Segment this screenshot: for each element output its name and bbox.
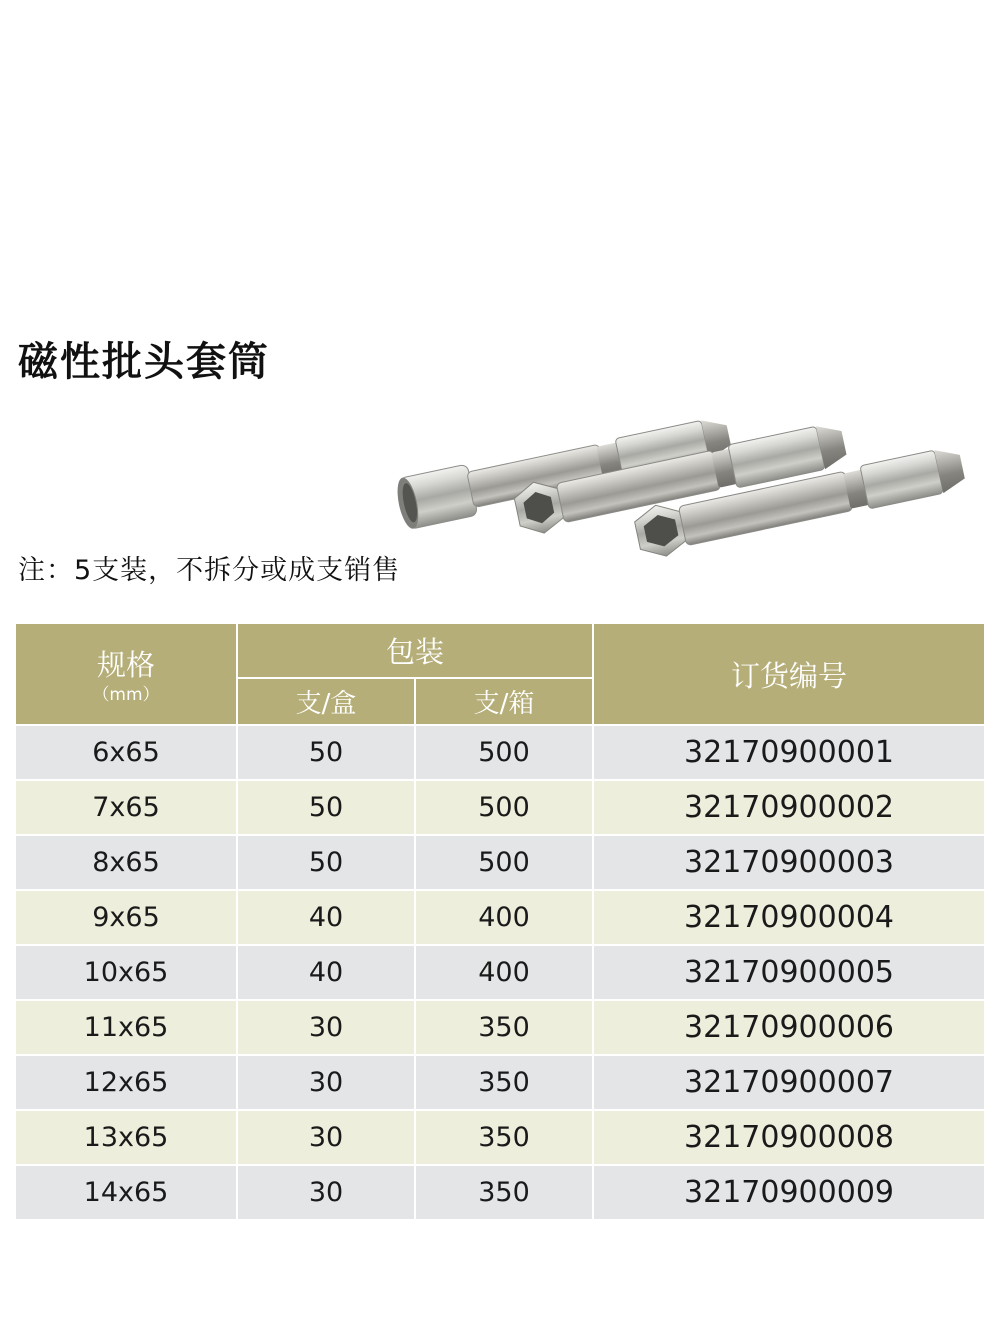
cell-spec: 13x65 (15, 1110, 237, 1165)
cell-per-box: 30 (237, 1055, 415, 1110)
cell-per-case: 400 (415, 945, 593, 1000)
cell-per-box: 30 (237, 1165, 415, 1220)
cell-spec: 11x65 (15, 1000, 237, 1055)
header-per-box: 支/盒 (237, 678, 415, 725)
cell-per-case: 500 (415, 725, 593, 780)
cell-spec: 9x65 (15, 890, 237, 945)
cell-spec: 7x65 (15, 780, 237, 835)
product-photo (380, 400, 990, 575)
cell-order-code: 32170900004 (593, 890, 985, 945)
cell-per-box: 30 (237, 1000, 415, 1055)
table-row (15, 1110, 985, 1165)
header-spec (15, 623, 237, 725)
cell-order-code: 32170900007 (593, 1055, 985, 1110)
table-row (15, 1000, 985, 1055)
table-row (15, 1055, 985, 1110)
spec-table-container (14, 622, 984, 1221)
cell-spec: 10x65 (15, 945, 237, 1000)
cell-order-code: 32170900009 (593, 1165, 985, 1220)
spec-table (14, 622, 986, 1221)
table-row (15, 945, 985, 1000)
cell-spec: 8x65 (15, 835, 237, 890)
cell-order-code: 32170900002 (593, 780, 985, 835)
note-text: 注：5支装，不拆分或成支销售 (18, 555, 401, 586)
cell-spec: 14x65 (15, 1165, 237, 1220)
cell-order-code: 32170900006 (593, 1000, 985, 1055)
cell-per-box: 50 (237, 780, 415, 835)
cell-order-code: 32170900005 (593, 945, 985, 1000)
cell-order-code: 32170900008 (593, 1110, 985, 1165)
cell-per-box: 50 (237, 835, 415, 890)
cell-spec: 6x65 (15, 725, 237, 780)
cell-per-case: 350 (415, 1000, 593, 1055)
header-spec-unit: （mm） (92, 685, 160, 706)
cell-per-box: 30 (237, 1110, 415, 1165)
cell-per-case: 400 (415, 890, 593, 945)
table-header (15, 623, 985, 725)
cell-per-case: 500 (415, 780, 593, 835)
header-per-case: 支/箱 (415, 678, 593, 725)
table-row (15, 725, 985, 780)
cell-per-box: 40 (237, 890, 415, 945)
cell-order-code: 32170900003 (593, 835, 985, 890)
table-row (15, 890, 985, 945)
page-title: 磁性批头套筒 (18, 339, 270, 385)
header-spec-label: 规格 (96, 648, 155, 683)
cell-order-code: 32170900001 (593, 725, 985, 780)
table-row (15, 1165, 985, 1220)
table-row (15, 780, 985, 835)
table-row (15, 835, 985, 890)
cell-per-box: 40 (237, 945, 415, 1000)
cell-per-case: 350 (415, 1165, 593, 1220)
sockets-illustration (380, 400, 990, 575)
cell-per-case: 350 (415, 1055, 593, 1110)
cell-per-case: 500 (415, 835, 593, 890)
header-order-code: 订货编号 (593, 623, 985, 725)
cell-per-box: 50 (237, 725, 415, 780)
cell-spec: 12x65 (15, 1055, 237, 1110)
header-packaging: 包装 (237, 623, 593, 678)
cell-per-case: 350 (415, 1110, 593, 1165)
table-body (15, 725, 985, 1220)
